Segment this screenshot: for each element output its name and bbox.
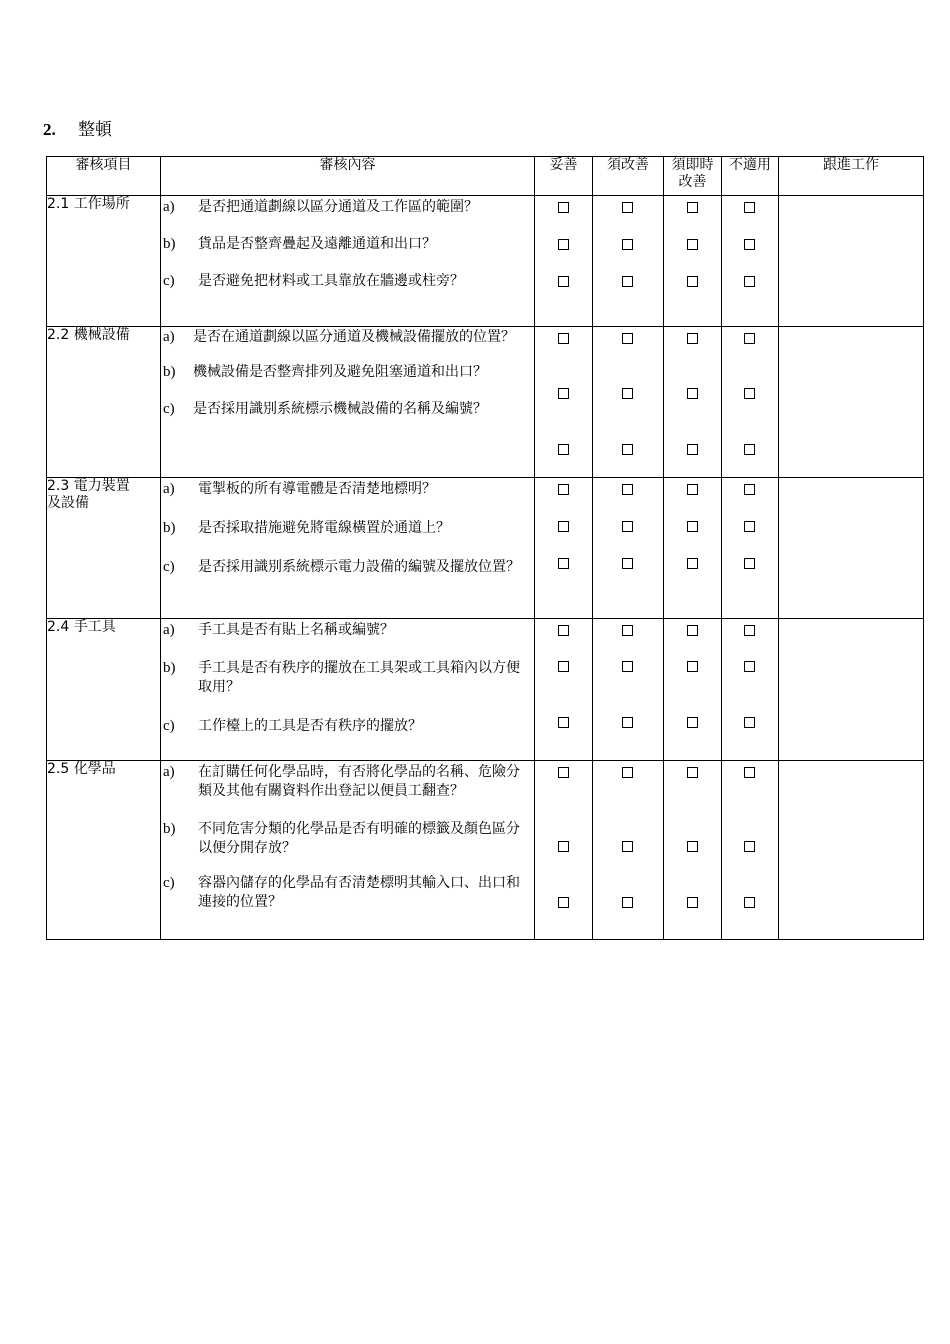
header-audit-content: 審核內容 (161, 157, 535, 196)
checkbox[interactable] (744, 717, 755, 728)
group-label (47, 478, 161, 619)
group-questions (161, 196, 535, 327)
checkbox[interactable] (558, 388, 569, 399)
checkbox[interactable] (687, 444, 698, 455)
question-letter: b) (163, 236, 176, 252)
question-text: 工作檯上的工具是否有秩序的擺放？ (198, 718, 422, 734)
question-text: 是否在通道劃線以區分通道及機械設備擺放的位置？ (193, 329, 515, 345)
question-letter: c) (163, 875, 175, 891)
group-label: 2.1 工作場所 (47, 196, 161, 327)
question-item (161, 328, 534, 347)
group-label: 2.5 化學品 (47, 761, 161, 940)
checkbox[interactable] (744, 625, 755, 636)
checkbox[interactable] (687, 388, 698, 399)
good-checkboxes (535, 761, 593, 940)
immediate-improvement-checkboxes (664, 478, 722, 619)
question-item (161, 480, 534, 499)
checkbox[interactable] (744, 276, 755, 287)
checkbox[interactable] (622, 767, 633, 778)
group-row-chemicals (47, 761, 924, 940)
question-item (161, 621, 534, 640)
question-text: 容器內儲存的化學品有否清楚標明其輸入口、出口和連接的位置？ (198, 875, 520, 910)
immediate-improvement-checkboxes (664, 619, 722, 761)
immediate-improvement-checkboxes (664, 761, 722, 940)
question-item (161, 519, 534, 538)
question-letter: a) (163, 199, 175, 215)
checkbox[interactable] (622, 333, 633, 344)
question-letter: a) (163, 622, 175, 638)
header-row (47, 157, 924, 196)
checkbox[interactable] (558, 521, 569, 532)
checkbox[interactable] (558, 333, 569, 344)
good-checkboxes (535, 196, 593, 327)
not-applicable-checkboxes (722, 478, 779, 619)
checkbox[interactable] (558, 717, 569, 728)
checkbox[interactable] (687, 661, 698, 672)
good-checkboxes (535, 619, 593, 761)
checkbox[interactable] (744, 661, 755, 672)
checkbox[interactable] (622, 388, 633, 399)
question-letter: a) (163, 764, 175, 780)
checkbox[interactable] (622, 841, 633, 852)
question-text: 電掣板的所有導電體是否清楚地標明？ (198, 481, 436, 497)
question-item (161, 400, 534, 419)
follow-up-cell[interactable] (779, 196, 924, 327)
checkbox[interactable] (622, 239, 633, 250)
checkbox[interactable] (558, 484, 569, 495)
question-letter: b) (163, 364, 176, 380)
checkbox[interactable] (622, 202, 633, 213)
header-audit-item: 審核項目 (47, 157, 161, 196)
section-title: 整頓 (78, 120, 112, 140)
checkbox[interactable] (558, 202, 569, 213)
checkbox[interactable] (744, 767, 755, 778)
checkbox[interactable] (558, 276, 569, 287)
not-applicable-checkboxes (722, 327, 779, 478)
needs-improvement-checkboxes (593, 619, 664, 761)
question-letter: c) (163, 718, 175, 734)
group-questions (161, 619, 535, 761)
group-row-workplace (47, 196, 924, 327)
question-letter: c) (163, 559, 175, 575)
not-applicable-checkboxes (722, 619, 779, 761)
good-checkboxes (535, 327, 593, 478)
header-good: 妥善 (535, 157, 593, 196)
question-text: 是否採取措施避免將電線橫置於通道上？ (198, 520, 450, 536)
checkbox[interactable] (744, 558, 755, 569)
checkbox[interactable] (558, 444, 569, 455)
checkbox[interactable] (744, 897, 755, 908)
section-heading (43, 115, 112, 140)
follow-up-cell[interactable] (779, 761, 924, 940)
checkbox[interactable] (622, 897, 633, 908)
question-item (161, 558, 534, 577)
checkbox[interactable] (744, 444, 755, 455)
checkbox[interactable] (558, 661, 569, 672)
checkbox[interactable] (687, 333, 698, 344)
question-text: 是否把通道劃線以區分通道及工作區的範圍？ (198, 199, 478, 215)
question-text: 是否避免把材料或工具靠放在牆邊或柱旁？ (198, 273, 464, 289)
checkbox[interactable] (558, 841, 569, 852)
checkbox[interactable] (744, 484, 755, 495)
follow-up-cell[interactable] (779, 478, 924, 619)
question-text: 手工具是否有秩序的擺放在工具架或工具箱內以方便取用？ (198, 660, 520, 695)
checkbox[interactable] (687, 521, 698, 532)
question-item (161, 717, 534, 736)
checkbox[interactable] (744, 841, 755, 852)
checkbox[interactable] (622, 558, 633, 569)
checkbox[interactable] (622, 276, 633, 287)
checkbox[interactable] (744, 388, 755, 399)
checkbox[interactable] (622, 484, 633, 495)
question-item (161, 659, 534, 697)
checkbox[interactable] (558, 239, 569, 250)
not-applicable-checkboxes (722, 196, 779, 327)
checkbox[interactable] (744, 239, 755, 250)
question-item (161, 763, 534, 801)
question-item (161, 198, 534, 217)
question-item (161, 272, 534, 291)
needs-improvement-checkboxes (593, 327, 664, 478)
question-item (161, 363, 534, 382)
header-needs-improvement: 須改善 (593, 157, 664, 196)
checkbox[interactable] (558, 897, 569, 908)
question-text: 機械設備是否整齊排列及避免阻塞通道和出口？ (193, 364, 487, 380)
checkbox[interactable] (622, 661, 633, 672)
checkbox[interactable] (744, 333, 755, 344)
needs-improvement-checkboxes (593, 196, 664, 327)
question-letter: c) (163, 401, 175, 417)
good-checkboxes (535, 478, 593, 619)
question-text: 手工具是否有貼上名稱或編號？ (198, 622, 394, 638)
checkbox[interactable] (687, 276, 698, 287)
group-label: 2.2 機械設備 (47, 327, 161, 478)
not-applicable-checkboxes (722, 761, 779, 940)
question-letter: c) (163, 273, 175, 289)
question-item (161, 235, 534, 254)
checkbox[interactable] (687, 202, 698, 213)
checkbox[interactable] (744, 202, 755, 213)
audit-checklist-table (46, 156, 924, 940)
checkbox[interactable] (744, 521, 755, 532)
question-letter: b) (163, 821, 176, 837)
checkbox[interactable] (687, 484, 698, 495)
checkbox[interactable] (558, 625, 569, 636)
question-letter: a) (163, 481, 175, 497)
header-follow-up: 跟進工作 (779, 157, 924, 196)
immediate-improvement-checkboxes (664, 327, 722, 478)
question-text: 是否採用識別系統標示機械設備的名稱及編號？ (193, 401, 487, 417)
immediate-improvement-checkboxes (664, 196, 722, 327)
checkbox[interactable] (687, 558, 698, 569)
needs-improvement-checkboxes (593, 761, 664, 940)
group-row-hand-tools (47, 619, 924, 761)
group-label: 2.4 手工具 (47, 619, 161, 761)
checkbox[interactable] (687, 897, 698, 908)
follow-up-cell[interactable] (779, 327, 924, 478)
checkbox[interactable] (687, 625, 698, 636)
header-immediate-improvement: 須即時改善 (664, 157, 722, 196)
checkbox[interactable] (622, 444, 633, 455)
question-item (161, 874, 534, 912)
header-not-applicable: 不適用 (722, 157, 779, 196)
checkbox[interactable] (558, 558, 569, 569)
checkbox[interactable] (687, 841, 698, 852)
question-item (161, 820, 534, 858)
group-row-machinery (47, 327, 924, 478)
needs-improvement-checkboxes (593, 478, 664, 619)
checkbox[interactable] (687, 717, 698, 728)
checkbox[interactable] (687, 767, 698, 778)
group-questions (161, 761, 535, 940)
checkbox[interactable] (622, 625, 633, 636)
question-letter: b) (163, 520, 176, 536)
question-text: 不同危害分類的化學品是否有明確的標籤及顏色區分以便分開存放？ (198, 821, 520, 856)
group-questions (161, 327, 535, 478)
group-label-text: 2.3 電力裝置及設備 (47, 478, 130, 511)
follow-up-cell[interactable] (779, 619, 924, 761)
section-number: 2. (43, 120, 56, 139)
checkbox[interactable] (558, 767, 569, 778)
group-row-electrical (47, 478, 924, 619)
group-questions (161, 478, 535, 619)
question-text: 是否採用識別系統標示電力設備的編號及擺放位置？ (198, 559, 520, 575)
checkbox[interactable] (622, 521, 633, 532)
question-text: 貨品是否整齊疊起及遠離通道和出口？ (198, 236, 436, 252)
checkbox[interactable] (687, 239, 698, 250)
question-text: 在訂購任何化學品時，有否將化學品的名稱、危險分類及其他有關資料作出登記以便員工翻查？ (198, 764, 520, 799)
question-letter: a) (163, 329, 175, 345)
checkbox[interactable] (622, 717, 633, 728)
question-letter: b) (163, 660, 176, 676)
